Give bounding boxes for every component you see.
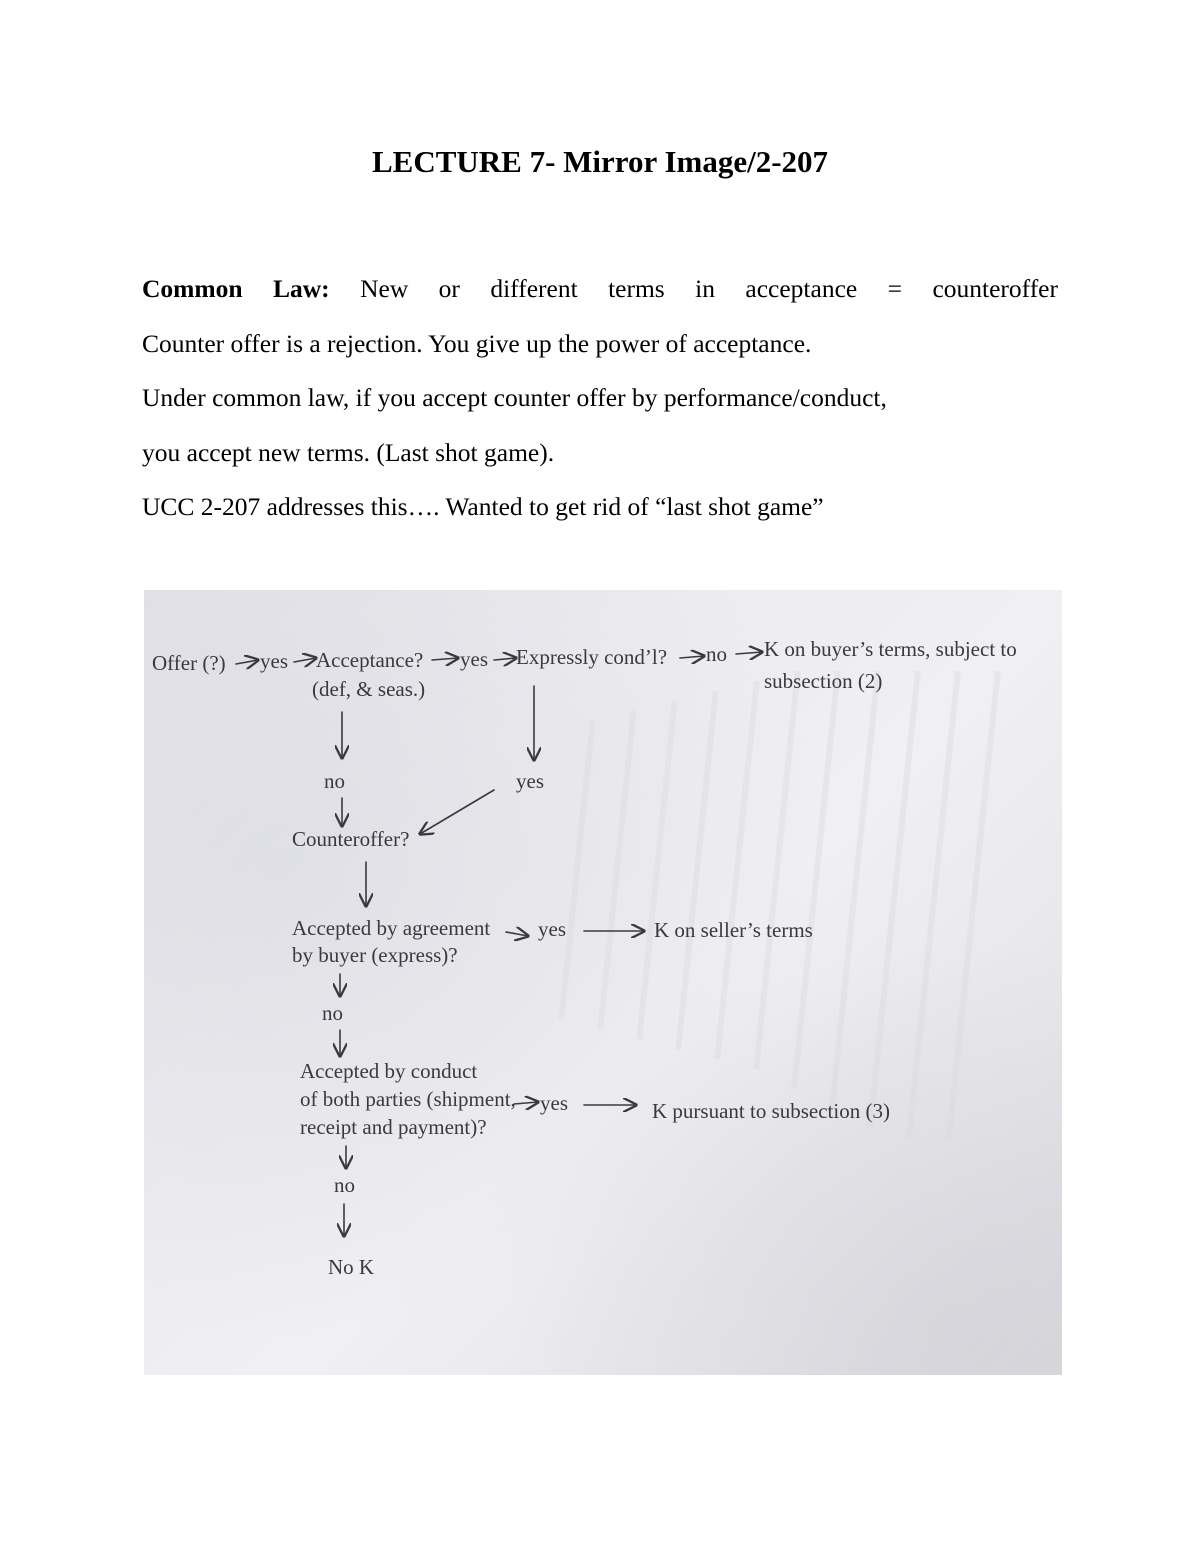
node-accepted-conduct-2: of both parties (shipment, xyxy=(300,1087,516,1111)
note-line-counter-offer: Counter offer is a rejection. You give up the power of acceptance. xyxy=(142,328,812,358)
result-subsection-3: K pursuant to subsection (3) xyxy=(652,1099,890,1123)
flowchart-diagram xyxy=(144,590,1062,1375)
page-title: LECTURE 7- Mirror Image/2-207 xyxy=(371,144,829,179)
label-yes-agreement: yes xyxy=(538,917,566,941)
label-yes-acceptance: yes xyxy=(460,647,488,671)
common-law-text: New or different terms in acceptance = counteroffer xyxy=(329,274,1058,303)
node-accepted-agreement: Accepted by agreement xyxy=(292,916,491,940)
node-offer: Offer (?) xyxy=(152,651,226,675)
node-acceptance-sub: (def, & seas.) xyxy=(312,677,426,701)
lecture-notes xyxy=(142,262,1058,535)
node-counteroffer: Counteroffer? xyxy=(292,827,410,851)
result-buyer-terms-sub: subsection (2) xyxy=(764,669,883,693)
note-line-ucc: UCC 2-207 addresses this…. Wanted to get rid of “last shot game” xyxy=(142,492,824,521)
node-accepted-agreement-2: by buyer (express)? xyxy=(292,943,458,967)
note-line-accept-new-terms: you accept new terms. (Last shot game). xyxy=(142,437,555,467)
result-buyer-terms: K on buyer’s terms, subject to xyxy=(764,637,1017,661)
label-yes-offer: yes xyxy=(260,649,288,673)
node-accepted-conduct-3: receipt and payment)? xyxy=(300,1115,487,1139)
label-yes-conduct: yes xyxy=(540,1091,568,1115)
note-line-under-common-law: Under common law, if you accept counter offer by performance/conduct, xyxy=(142,383,887,412)
common-law-label: Common Law: xyxy=(142,274,330,303)
note-line-common-law xyxy=(142,262,1058,317)
node-expressly-conditional: Expressly cond’l? xyxy=(516,645,668,669)
label-no-conduct: no xyxy=(334,1173,355,1197)
label-no-acceptance: no xyxy=(324,769,345,793)
result-no-k: No K xyxy=(328,1255,375,1279)
flowchart-photo xyxy=(144,590,1062,1375)
label-yes-expressly: yes xyxy=(516,769,544,793)
label-no-agreement: no xyxy=(322,1001,343,1025)
label-no-expressly: no xyxy=(706,642,727,666)
node-accepted-conduct: Accepted by conduct xyxy=(300,1059,478,1083)
result-seller-terms: K on seller’s terms xyxy=(654,918,813,942)
node-acceptance: Acceptance? xyxy=(316,648,424,672)
